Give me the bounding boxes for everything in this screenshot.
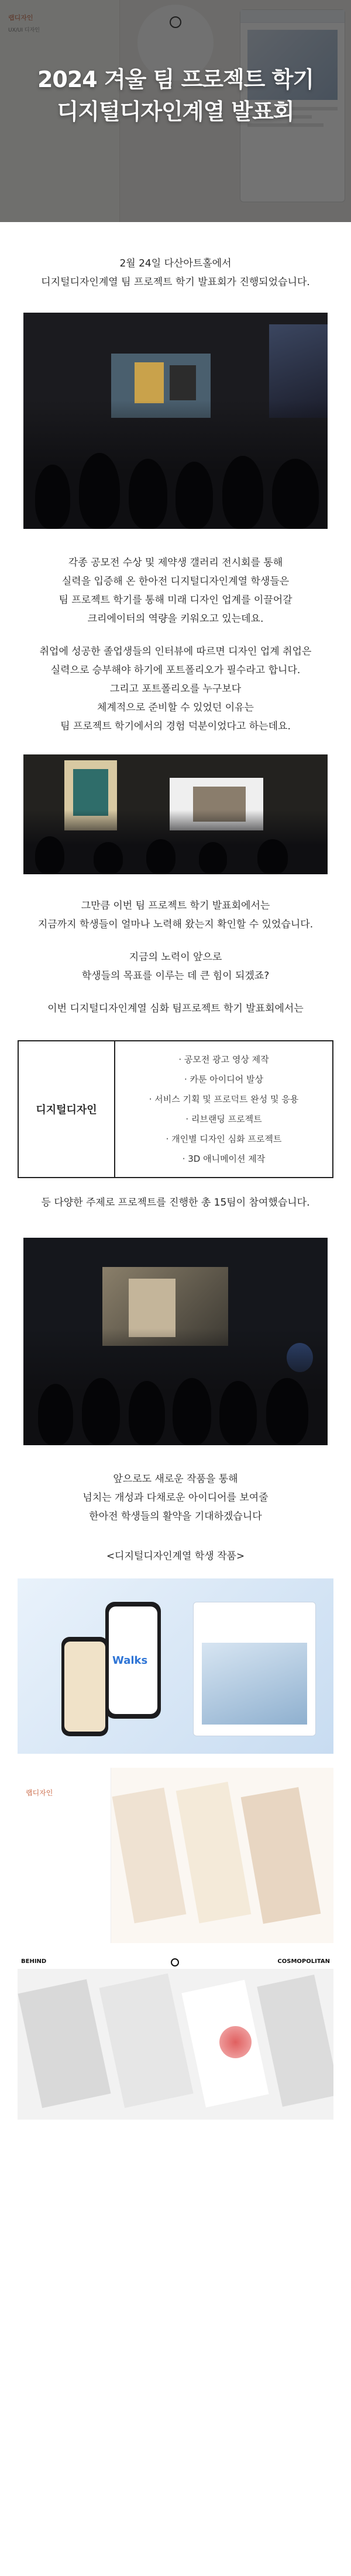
paragraph-7 [0,1193,351,1212]
program-item: · 개인별 디자인 심화 프로젝트 [166,1134,282,1144]
magazine-right-label: COSMOPOLITAN [277,1958,330,1965]
work-image-app [18,1578,333,1754]
magazine-left-label: BEHIND [21,1958,47,1965]
paragraph-line: 한아전 학생들의 활약을 기대하겠습니다 [89,1511,262,1522]
program-table-label: 디지털디자인 [19,1041,115,1177]
paragraph-line: 실력으로 승부해야 하기에 포트폴리오가 필수라고 합니다. [50,664,301,676]
paragraph-line: 지금의 노력이 앞으로 [129,951,222,963]
intro-line: 디지털디자인계열 팀 프로젝트 학기 발표회가 진행되었습니다. [41,276,310,288]
paragraph-line: 실력을 입증해 온 한아전 디지털디자인계열 학생들은 [61,576,290,587]
program-table-items [115,1041,332,1177]
program-item: · 서비스 기획 및 프로덕트 완성 및 응용 [149,1094,299,1105]
paragraph-line: 등 다양한 주제로 프로젝트를 진행한 총 15팀이 참여했습니다. [41,1197,310,1209]
paragraph-2 [0,553,351,628]
paragraph-line: 앞으로도 새로운 작품을 통해 [113,1473,238,1485]
hero-title-line1: 2024 겨울 팀 프로젝트 학기 [37,67,314,92]
paragraph-5 [0,948,351,985]
event-photo-2 [23,754,328,874]
works-caption-text: <디지털디자인계열 학생 작품> [106,1550,245,1562]
magazine-logo-icon [171,1958,179,1966]
paragraph-line: 각종 공모전 수상 및 제약생 갤러리 전시회를 통해 [68,557,283,569]
hero-banner [0,0,351,222]
program-item: · 카툰 아이디어 발상 [184,1074,263,1085]
work-image-website [18,1768,333,1943]
event-photo-3 [23,1238,328,1445]
paragraph-line: 팀 프로젝트 학기에서의 경험 덕분이었다고 하는데요. [60,721,291,732]
website-brand: 랩디자인 [26,1789,53,1797]
paragraph-6 [0,999,351,1018]
program-item: · 3D 애니메이션 제작 [182,1154,266,1164]
program-table [18,1040,333,1178]
program-item: · 공모전 광고 영상 제작 [178,1054,269,1065]
hero-title-line2: 디지털디자인계열 발표회 [57,99,294,124]
works-caption [0,1547,351,1566]
paragraph-line: 학생들의 목표를 이루는 데 큰 힘이 되겠죠? [81,970,270,982]
paragraph-line: 체계적으로 준비할 수 있었던 이유는 [97,702,254,714]
paragraph-line: 그만큼 이번 팀 프로젝트 학기 발표회에서는 [81,900,270,912]
paragraph-8 [0,1470,351,1526]
event-photo-1 [23,313,328,529]
intro-line: 2월 24일 다산아트홀에서 [119,258,232,269]
program-item: · 리브랜딩 프로젝트 [185,1114,262,1124]
paragraph-line: 취업에 성공한 졸업생들의 인터뷰에 따르면 디자인 업계 취업은 [39,646,312,657]
paragraph-4 [0,896,351,934]
paragraph-line: 크리에이터의 역량을 키워오고 있는데요. [87,613,264,625]
paragraph-3 [0,642,351,736]
paragraph-line: 그리고 포트폴리오를 누구보다 [109,683,242,695]
intro-text [0,254,351,292]
paragraph-line: 팀 프로젝트 학기를 통해 미래 디자인 업계를 이끌어갈 [58,594,292,606]
paragraph-line: 이번 디지털디자인계열 심화 팀프로젝트 학기 발표회에서는 [47,1003,304,1015]
work-image-magazine [18,1956,333,2120]
app-mock-title: Walks [112,1654,148,1667]
paragraph-line: 지금까지 학생들이 얼마나 노력해 왔는지 확인할 수 있었습니다. [37,919,314,930]
paragraph-line: 넘치는 개성과 다채로운 아이디어를 보여줄 [82,1492,269,1504]
